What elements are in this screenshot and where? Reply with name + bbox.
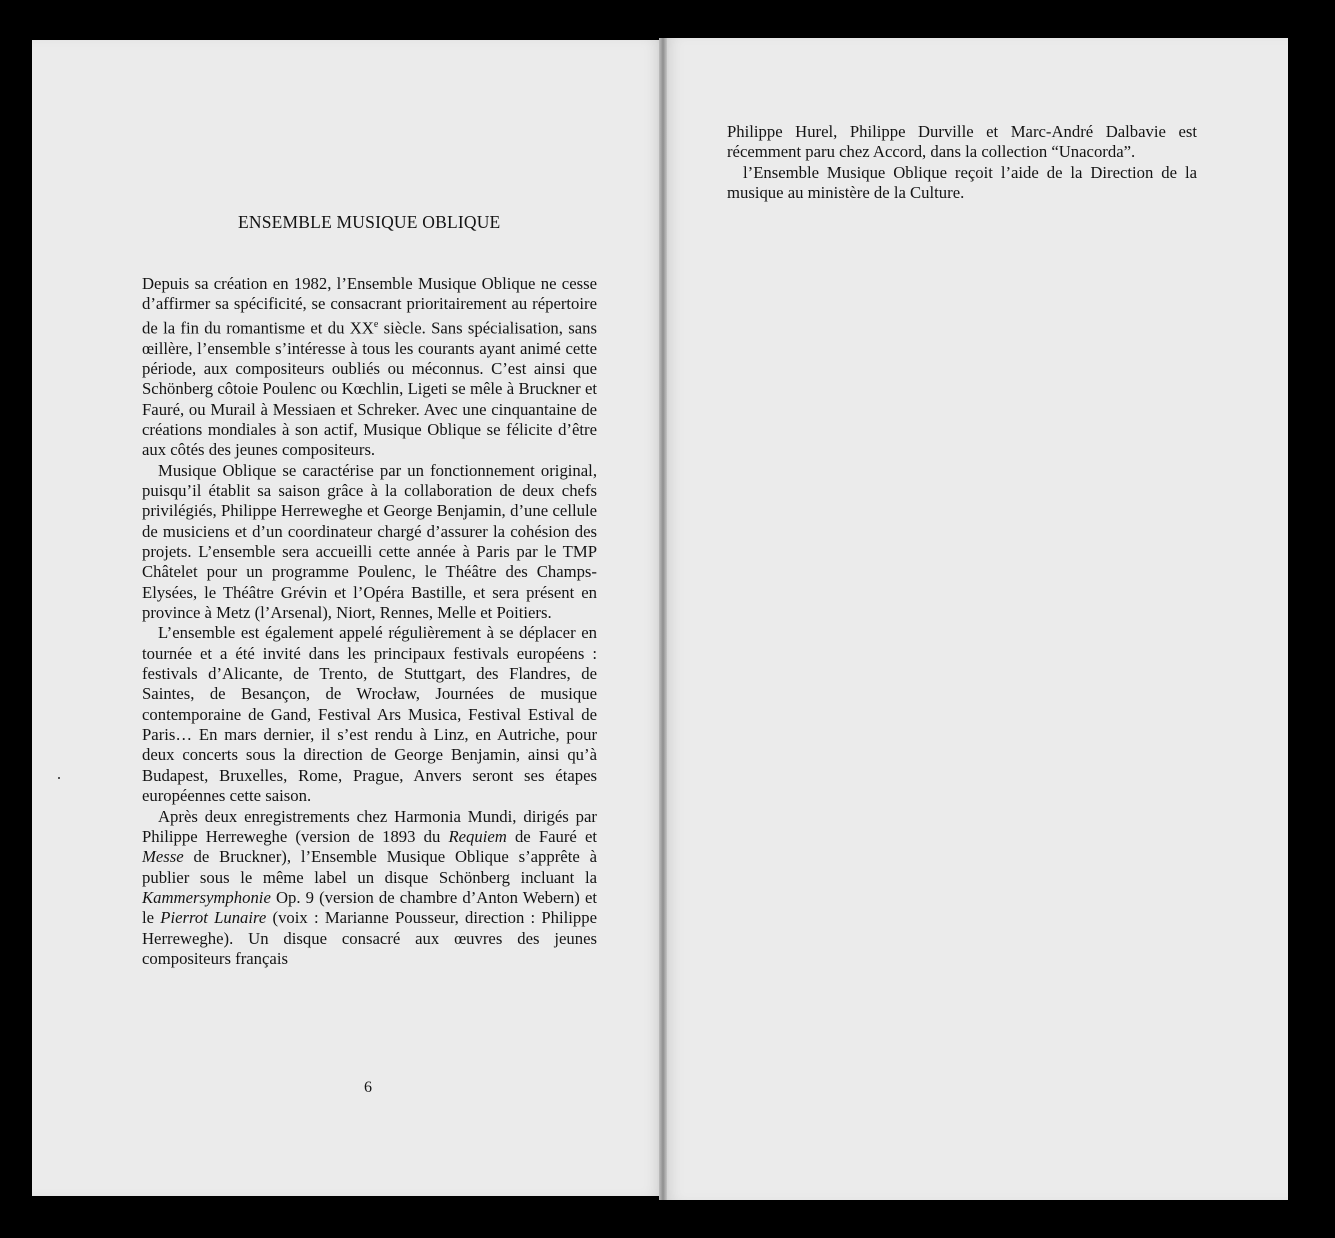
left-page — [32, 40, 665, 1196]
right-page — [663, 38, 1288, 1200]
section-title: ENSEMBLE MUSIQUE OBLIQUE — [238, 212, 501, 232]
italic-title: Pierrot Lunaire — [160, 908, 267, 928]
left-body-text — [142, 274, 597, 969]
book-gutter — [659, 38, 667, 1200]
text-run: siècle. Sans spécialisation, sans œillère, l’ensemble s’intéresse à tous les courants ayant animé cette période, aux compositeurs oubliés ou méconnus. C’est ainsi que Schönberg côtoie Poulenc ou Kœchlin, Ligeti se mêle à Bruckner et Fauré, ou Murail à Messiaen et Schreker. Avec une cinquantaine de créations mondiales à son actif, Musique Oblique se félicite d’être aux côtés des jeunes compositeurs. — [142, 318, 597, 460]
text-run: Après deux enregistrements chez Harmonia Mundi, dirigés par Philippe Herreweghe (version de 1893 du — [142, 806, 597, 846]
paragraph — [142, 274, 597, 461]
text-run: l’Ensemble Musique Oblique reçoit l’aide de la Direction de la musique au ministère de la Culture. — [727, 162, 1197, 203]
paragraph — [727, 122, 1197, 163]
page-number: 6 — [364, 1079, 372, 1096]
text-run: L’ensemble est également appelé régulièrement à se déplacer en tournée et a été invité dans les principaux festivals européens : festivals d’Alicante, de Trento, de Stuttgart, des Flandres, de Saintes, de Besançon, de Wrocław, Journées de musique contemporaine de Gand, Festival Ars Musica, Festival Estival de Paris… En mars dernier, il s’est rendu à Linz, en Autriche, pour deux concerts sous la direction de George Benjamin, ainsi qu’à Budapest, Bruxelles, Rome, Prague, Anvers seront ses étapes européennes cette saison. — [142, 623, 597, 806]
text-run: de Fauré et — [506, 826, 598, 846]
scan-speck — [58, 777, 60, 779]
superscript: e — [373, 318, 379, 330]
text-run: Philippe Hurel, Philippe Durville et Marc-André Dalbavie est récemment paru chez Accord, dans la collection “Unacorda”. — [727, 122, 1197, 162]
paragraph — [142, 623, 597, 806]
paragraph — [727, 163, 1197, 204]
text-run: Op. 9 (version de chambre d’Anton Webern) et le — [142, 887, 597, 928]
text-run: Musique Oblique se caractérise par un fonctionnement original, puisqu’il établit sa saison grâce à la collaboration de deux chefs privilégiés, Philippe Herreweghe et George Benjamin, d’une cellule de musiciens et d’un coordinateur chargé d’assurer la cohésion des projets. L’ensemble sera accueilli cette année à Paris par le TMP Châtelet pour un programme Poulenc, le Théâtre des Champs-Elysées, le Théâtre Grévin et l’Opéra Bastille, et sera présent en province à Metz (l’Arsenal), Niort, Rennes, Melle et Poitiers. — [142, 460, 597, 623]
italic-title: Messe — [142, 847, 184, 867]
text-run: de Bruckner), l’Ensemble Musique Oblique s’apprête à publier sous le même label un disque Schönberg incluant la — [142, 847, 597, 887]
text-run: Depuis sa création en 1982, l’Ensemble Musique Oblique ne cesse d’affirmer sa spécificité, se consacrant prioritairement au répertoire de la fin du romantisme et du XX — [142, 274, 597, 338]
italic-title: Requiem — [448, 826, 507, 846]
paragraph — [142, 461, 597, 624]
paragraph — [142, 807, 597, 970]
right-body-text — [727, 122, 1197, 203]
italic-title: Kammersymphonie — [142, 887, 271, 907]
text-run: (voix : Marianne Pousseur, direction : Philippe Herreweghe). Un disque consacré aux œuvres des jeunes compositeurs français — [142, 908, 597, 968]
